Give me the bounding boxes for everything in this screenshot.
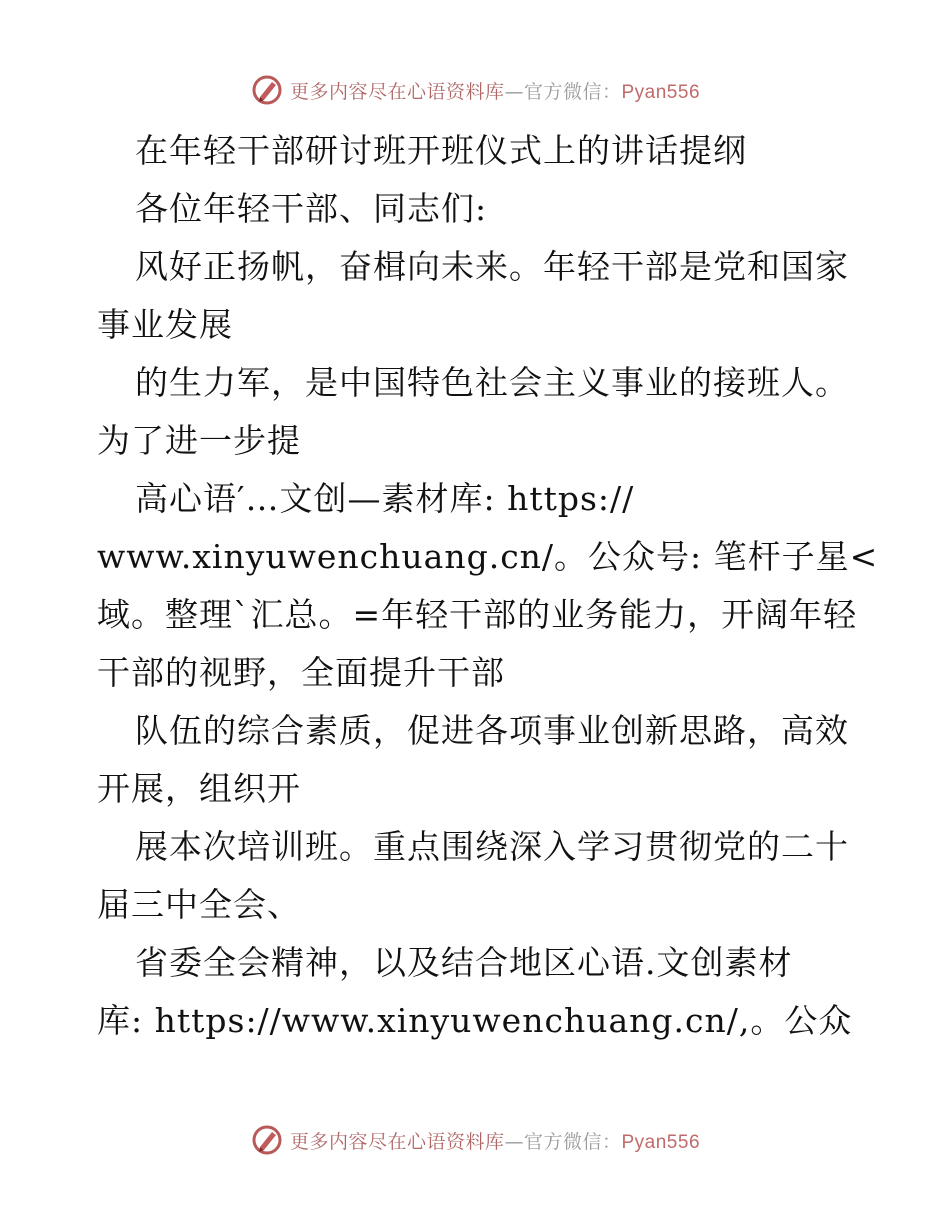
paragraph-line: 队伍的综合素质，促进各项事业创新思路，高效 bbox=[135, 711, 849, 750]
watermark-text bbox=[290, 1127, 700, 1154]
watermark-main: 更多内容尽在心语资料库 bbox=[289, 1130, 505, 1153]
paragraph-line: 展本次培训班。重点围绕深入学习贯彻党的二十 bbox=[135, 827, 849, 866]
paragraph-line: www.xinyuwenchuang.cn/。公众号: 笔杆子星< bbox=[97, 537, 879, 576]
paragraph-line: 库: https://www.xinyuwenchuang.cn/,。公众 bbox=[97, 1001, 853, 1040]
footer-watermark bbox=[0, 1120, 950, 1160]
watermark-main: 更多内容尽在心语资料库 bbox=[289, 80, 505, 103]
header-watermark bbox=[0, 70, 950, 110]
pen-in-circle-icon bbox=[250, 73, 284, 107]
paragraph-line: 域。整理`汇总。=年轻干部的业务能力，开阔年轻 bbox=[97, 595, 858, 634]
watermark-wechat-id: Pyan556 bbox=[621, 1131, 701, 1153]
paragraph-line: 的生力军，是中国特色社会主义事业的接班人。 bbox=[135, 363, 849, 402]
paragraph-line: 为了进一步提 bbox=[97, 421, 301, 460]
doc-title: 在年轻干部研讨班开班仪式上的讲话提纲 bbox=[135, 131, 747, 170]
document-body bbox=[97, 122, 879, 1050]
paragraph-line: 开展，组织开 bbox=[97, 769, 301, 808]
watermark-separator: — bbox=[504, 1130, 524, 1153]
watermark-wechat-label: 官方微信： bbox=[523, 1130, 622, 1153]
pen-in-circle-icon bbox=[250, 1123, 284, 1157]
watermark-separator: — bbox=[504, 80, 524, 103]
watermark-text bbox=[290, 77, 700, 104]
salutation: 各位年轻干部、同志们: bbox=[135, 189, 488, 228]
paragraph-line: 事业发展 bbox=[97, 305, 233, 344]
paragraph-line: 省委全会精神，以及结合地区心语.文创素材 bbox=[135, 943, 793, 982]
watermark-wechat-label: 官方微信： bbox=[523, 80, 622, 103]
watermark-wechat-id: Pyan556 bbox=[621, 81, 701, 103]
paragraph-line: 干部的视野，全面提升干部 bbox=[97, 653, 505, 692]
paragraph-line: 风好正扬帆，奋楫向未来。年轻干部是党和国家 bbox=[135, 247, 849, 286]
paragraph-line: 高心语′…文创—素材库: https:// bbox=[135, 479, 635, 518]
paragraph-line: 届三中全会、 bbox=[97, 885, 301, 924]
